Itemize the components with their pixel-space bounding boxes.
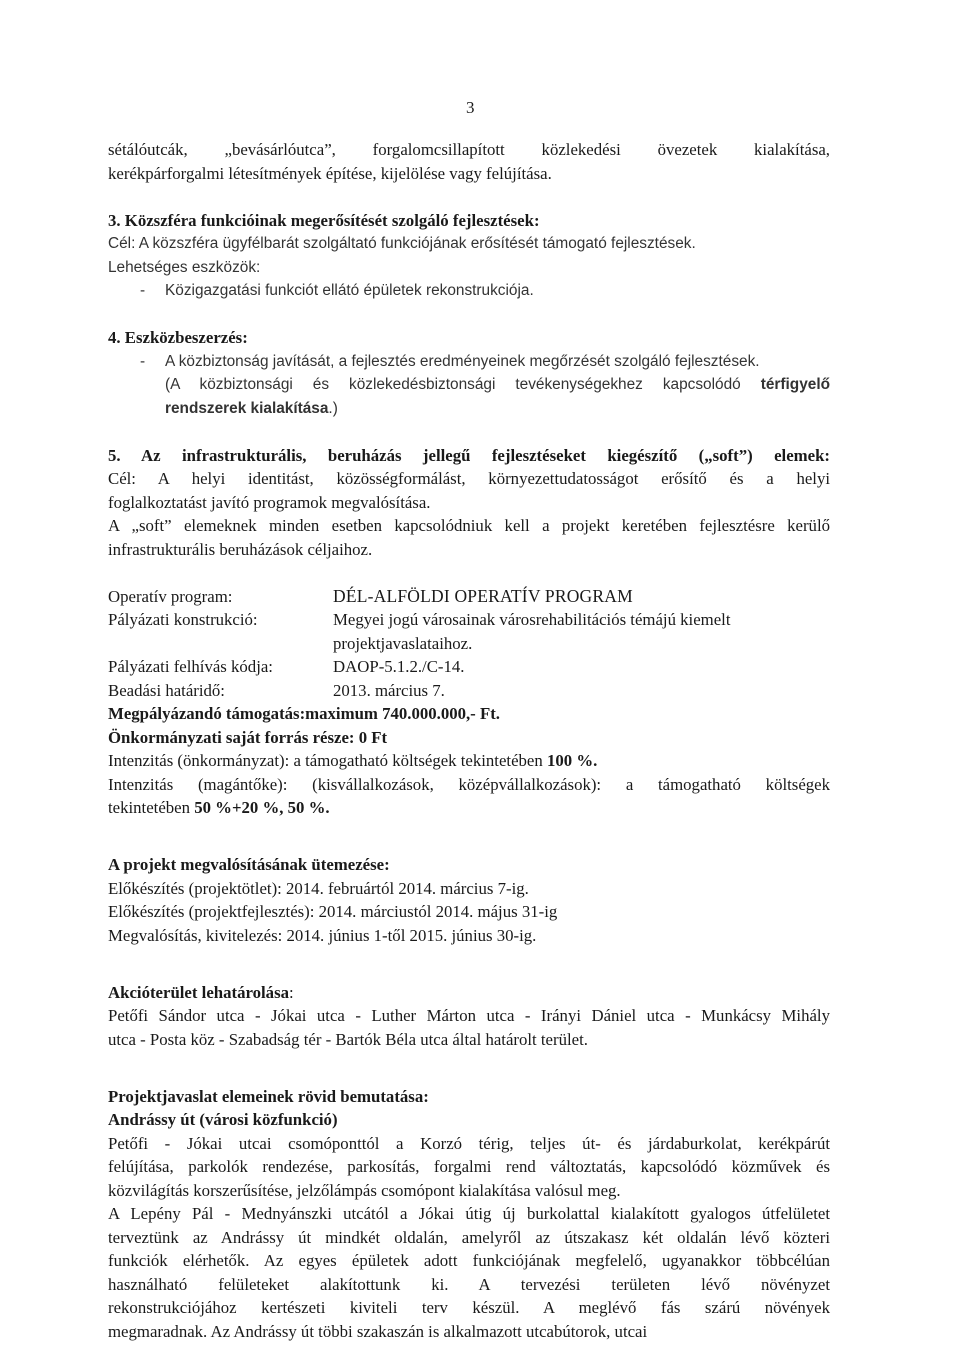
list-item: [108, 279, 830, 303]
konstrukcio-value: [333, 608, 830, 655]
area-colon: :: [289, 982, 294, 1002]
area-heading: Akcióterület lehatárolása: [108, 982, 289, 1002]
program-label: Operatív program:: [108, 586, 233, 606]
list-item-text: A közbiztonság javítását, a fejlesztés eredményeinek megőrzését szolgáló fejlesztések.: [165, 352, 760, 370]
note-line: [108, 373, 830, 397]
konstrukcio-row: [108, 608, 830, 655]
area-heading-line: [108, 981, 830, 1005]
soft-text: infrastrukturális beruházások céljaihoz.: [108, 539, 373, 559]
paragraph-line: Petőfi - Jókai utcai csomóponttól a Korzó térig, teljes út- és járdaburkolat, kerékpárút: [108, 1133, 830, 1153]
note-text: (A közbiztonsági és közlekedésbiztonsági tevékenységekhez kapcsolódó: [165, 376, 761, 393]
dash-bullet: -: [140, 282, 146, 299]
code-row: [108, 655, 830, 679]
note-bold: térfigyelő: [760, 376, 830, 393]
page-number: 3: [466, 98, 475, 117]
paragraph-line: használható felületeket alakítottunk ki. A tervezési területen lévő növényzet: [108, 1274, 830, 1294]
support-value: maximum 740.000.000,- Ft.: [305, 704, 500, 723]
support-label: Megpályázandó támogatás:: [108, 704, 306, 723]
paragraph-line: rekonstrukciójához kertészeti kiviteli terv készül. A meglévő fás szárú növények: [108, 1298, 830, 1317]
intensity-text: Intenzitás (önkormányzat): a támogatható költségek tekintetében: [108, 751, 547, 770]
own-resource: Önkormányzati saját forrás része: 0 Ft: [108, 727, 388, 747]
schedule-item: Megvalósítás, kivitelezés: 2014. június 1-től 2015. június 30-ig.: [108, 925, 537, 945]
dash-bullet: -: [140, 352, 146, 370]
konstrukcio-label: Pályázati konstrukció:: [108, 610, 258, 629]
intensity-line: Intenzitás (magántőke): (kisvállalkozások, középvállalkozások): a támogatható költségek: [108, 774, 830, 794]
note-line: [108, 397, 830, 421]
deadline-label: Beadási határidő:: [108, 680, 225, 700]
list-item: [108, 350, 830, 374]
intensity-line: [108, 796, 830, 820]
paragraph-line: megmaradnak. Az Andrássy út többi szakaszán is alkalmazott utcabútorok, utcai: [108, 1321, 648, 1341]
paragraph-line: terveztünk az Andrássy út mindkét oldalán, amelyről az útszakasz két oldalán lévő közteri: [108, 1227, 830, 1247]
tools-label: Lehetséges eszközök:: [108, 258, 261, 276]
section-goal: Cél: A közszféra ügyfélbarát szolgáltató funkciójának erősítését támogató fejlesztések.: [108, 235, 696, 252]
intro-line: sétálóutcák, „bevásárlóutca”, forgalomcsillapított közlekedési övezetek kialakítása,: [108, 140, 830, 159]
code-value: DAOP-5.1.2./C-14.: [333, 657, 465, 676]
section-heading: 5. Az infrastrukturális, beruházás jellegű fejlesztéseket kiegészítő („soft”) elemek:: [108, 445, 830, 465]
elements-subheading: Andrássy út (városi közfunkció): [108, 1110, 338, 1129]
section-goal: foglalkoztatást javító programok megvalósítása.: [108, 492, 431, 512]
elements-heading: Projektjavaslat elemeinek rövid bemutatása:: [108, 1086, 429, 1106]
deadline-value: 2013. március 7.: [333, 680, 445, 700]
schedule-item: Előkészítés (projektfejlesztés): 2014. márciustól 2014. május 31-ig: [108, 902, 558, 921]
intensity-text: tekintetében: [108, 798, 195, 817]
area-text: utca - Posta köz - Szabadság tér - Bartók Béla utca által határolt terület.: [108, 1029, 588, 1049]
intro-line: kerékpárforgalmi létesítmények építése, kijelölése vagy felújítása.: [108, 163, 552, 183]
soft-text: A „soft” elemeknek minden esetben kapcsolódniuk kell a projekt keretében fejlesztésre kerülő: [108, 516, 830, 535]
note-bold: rendszerek kialakítása: [165, 399, 329, 417]
schedule-heading: A projekt megvalósításának ütemezése:: [108, 855, 390, 874]
intensity-value: 100 %.: [546, 751, 598, 770]
list-item-text: Közigazgatási funkciót ellátó épületek rekonstrukciója.: [165, 282, 534, 299]
konstrukcio-value-line: Megyei jogú városainak városrehabilitációs témájú kiemelt: [333, 610, 731, 629]
schedule-item: Előkészítés (projektötlet): 2014. februártól 2014. március 7-ig.: [108, 878, 529, 898]
program-row: [108, 585, 830, 609]
section-goal: Cél: A helyi identitást, közösségformálást, környezettudatosságot erősítő és a helyi: [108, 469, 830, 488]
document-body: [108, 138, 830, 1343]
paragraph-line: funkciók elérhetők. Az egyes épületek adott funkciójának megfelelő, ugyanakkor többcélúan: [108, 1251, 830, 1270]
paragraph-line: A Lepény Pál - Mednyánszki utcától a Jókai útig új burkolattal kialakított gyalogos útfelületet: [108, 1204, 830, 1223]
support-row: [108, 702, 830, 726]
section-heading: 4. Eszközbeszerzés:: [108, 328, 248, 347]
code-label: Pályázati felhívás kódja:: [108, 657, 273, 676]
paragraph-line: közvilágítás korszerűsítése, jelzőlámpás csomópont kialakítása valósul meg.: [108, 1180, 621, 1200]
section-heading: 3. Közszféra funkcióinak megerősítését szolgáló fejlesztések:: [108, 210, 540, 230]
intensity-line: [108, 749, 830, 773]
paragraph-line: felújítása, parkolók rendezése, parkosítás, forgalmi rend változtatás, kapcsolódó közművek és: [108, 1157, 830, 1176]
intensity-value: 50 %+20 %, 50 %.: [194, 798, 330, 817]
deadline-row: [108, 679, 830, 703]
program-value: DÉL-ALFÖLDI OPERATÍV PROGRAM: [333, 585, 633, 606]
konstrukcio-value-line: projektjavaslataihoz.: [333, 633, 473, 653]
area-text: Petőfi Sándor utca - Jókai utca - Luther Márton utca - Irányi Dániel utca - Munkácsy Mihály: [108, 1006, 830, 1025]
note-text: .): [328, 399, 338, 417]
